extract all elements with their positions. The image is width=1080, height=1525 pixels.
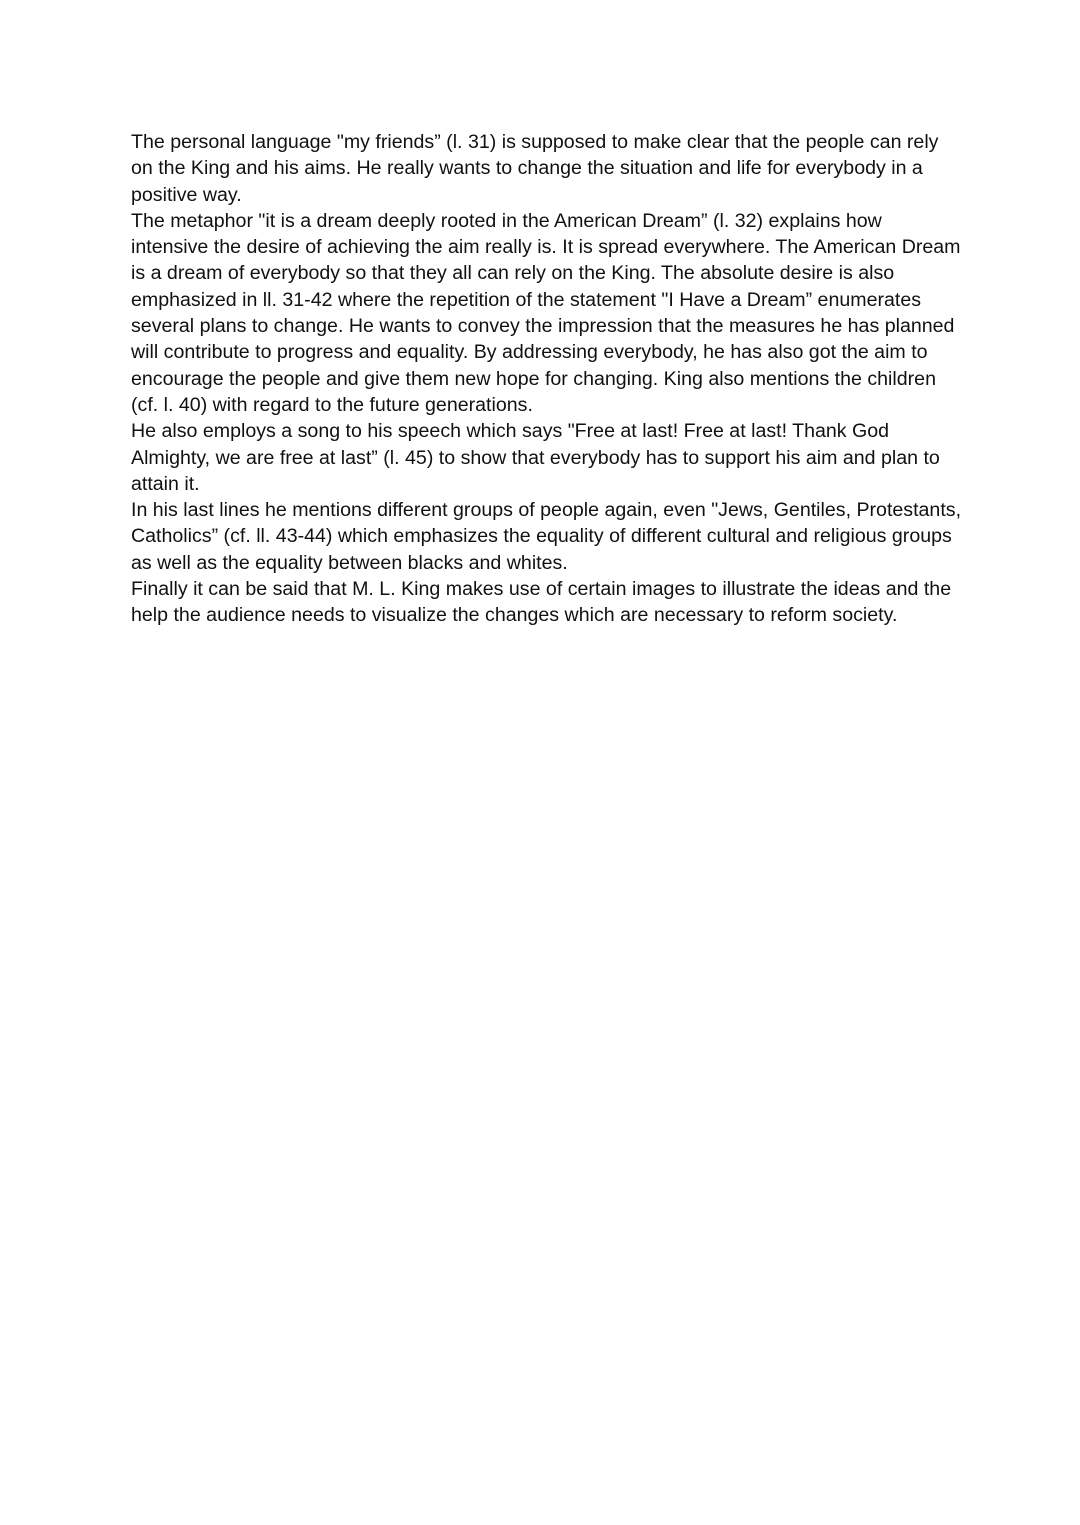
document-body <box>131 129 961 629</box>
paragraph-metaphor: The metaphor "it is a dream deeply rooted in the American Dream” (l. 32) explains how intensive the desire of achieving the aim really is. It is spread everywhere. The American Dream is a dream of everybody so that they all can rely on the King. The absolute desire is also emphasized in ll. 31-42 where the repetition of the statement "I Have a Dream” enumerates several plans to change. He wants to convey the impression that the measures he has planned will contribute to progress and equality. By addressing everybody, he has also got the aim to encourage the people and give them new hope for changing. King also mentions the children (cf. l. 40) with regard to the future generations. <box>131 209 961 416</box>
paragraph-personal-language: The personal language "my friends” (l. 31) is supposed to make clear that the people can rely on the King and his aims. He really wants to change the situation and life for everybody in a positive way. <box>131 131 939 206</box>
paragraph-conclusion: Finally it can be said that M. L. King makes use of certain images to illustrate the ideas and the help the audience needs to visualize the changes which are necessary to reform society. <box>131 578 952 627</box>
paragraph-groups: In his last lines he mentions different groups of people again, even "Jews, Gentiles, Protestants, Catholics” (cf. ll. 43-44) which emphasizes the equality of different cultural and religious groups as well as the equality between blacks and whites. <box>131 499 962 574</box>
paragraph-song: He also employs a song to his speech which says "Free at last! Free at last! Thank God Almighty, we are free at last” (l. 45) to show that everybody has to support his aim and plan to attain it. <box>131 420 940 495</box>
